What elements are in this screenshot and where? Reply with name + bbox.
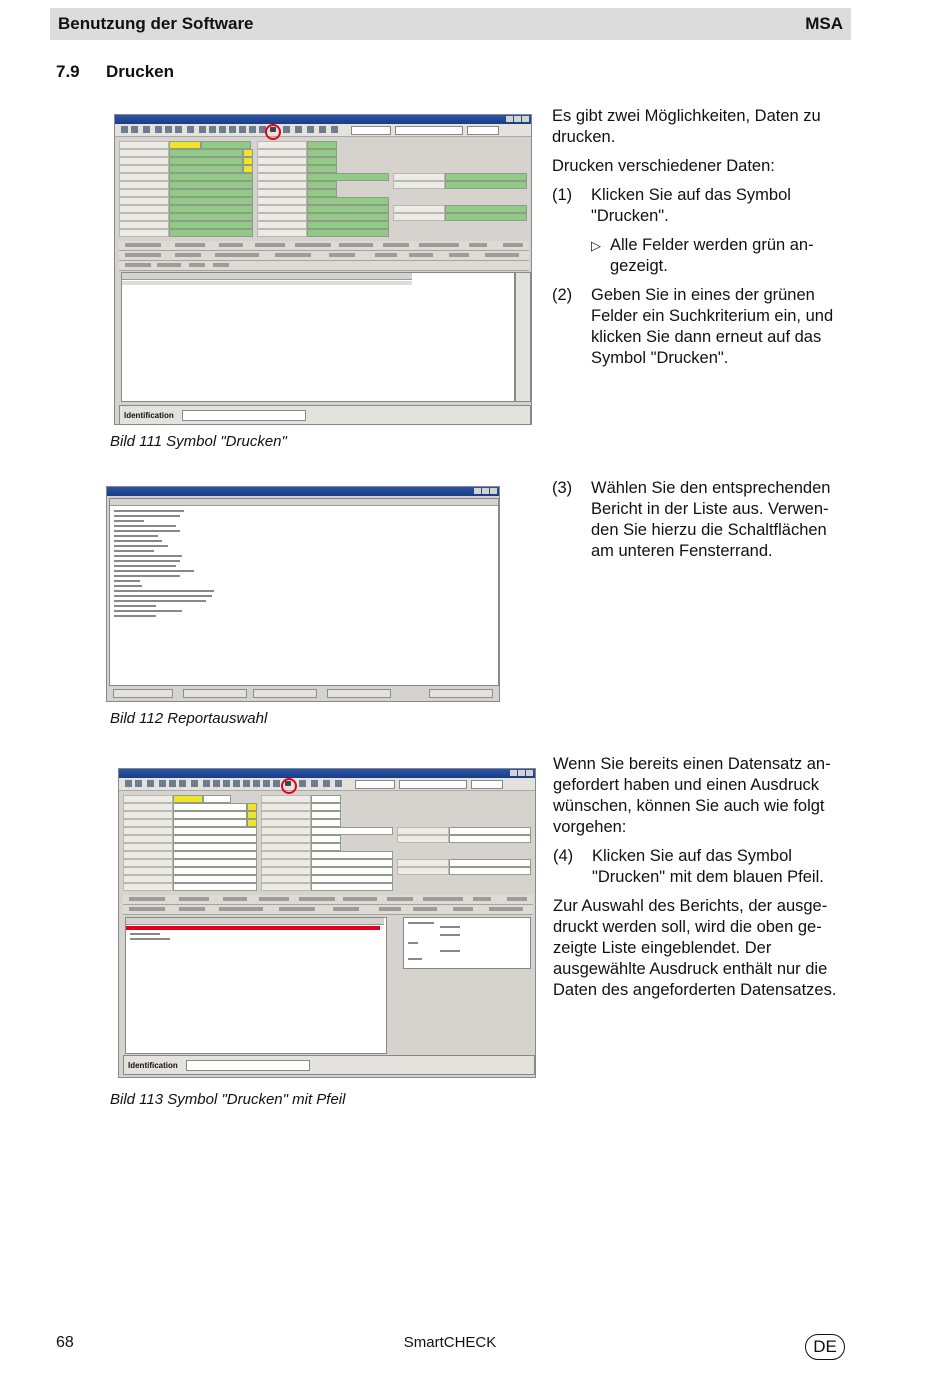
header-right: MSA <box>805 14 843 33</box>
identification-label: Identification <box>128 1061 178 1070</box>
figure-112-screenshot <box>106 486 500 702</box>
step-4 <box>553 846 849 888</box>
step-1-result <box>591 235 847 277</box>
step-text: Klicken Sie auf das Symbol "Drucken". <box>591 186 791 225</box>
window-titlebar <box>119 769 535 778</box>
section-heading <box>56 62 174 82</box>
window-toolbar <box>119 778 535 791</box>
language-badge: DE <box>805 1334 845 1360</box>
header-left: Benutzung der Software <box>58 14 254 33</box>
figure-113-screenshot <box>118 768 536 1078</box>
step-number: (4) <box>553 847 574 865</box>
step-text: Klicken Sie auf das Symbol "Drucken" mit dem blauen Pfeil. <box>592 847 824 886</box>
step-text: Wählen Sie den entsprechenden Bericht in der Liste aus. Verwen- den Sie hierzu die Schaltflächen am unteren Fensterrand. <box>591 479 831 560</box>
section-title: Drucken <box>106 62 175 81</box>
identification-label: Identification <box>124 411 174 420</box>
text-block-1 <box>552 106 847 377</box>
page-number: 68 <box>56 1334 74 1351</box>
text-block-3 <box>553 754 849 1009</box>
highlight-circle <box>265 124 281 140</box>
step-2 <box>552 285 847 369</box>
step-text: Geben Sie in eines der grünen Felder ein Suchkriterium ein, und klicken Sie dann erneut auf das Symbol "Drucken". <box>591 286 834 367</box>
intro-text-2: Drucken verschiedener Daten: <box>552 157 775 175</box>
section-number: 7.9 <box>56 62 80 81</box>
caption-figure-113: Bild 113 Symbol "Drucken" mit Pfeil <box>110 1091 346 1108</box>
footer-product: SmartCHECK <box>403 1334 497 1351</box>
step-1 <box>552 185 847 227</box>
highlight-circle <box>281 778 297 794</box>
page-header <box>50 8 851 40</box>
intro-text: Wenn Sie bereits einen Datensatz an- gefordert haben und einen Ausdruck wünschen, können Sie auch wie folgt vorgehen: <box>553 755 831 836</box>
window-toolbar <box>115 124 531 137</box>
result-text: Alle Felder werden grün an- gezeigt. <box>610 236 814 275</box>
window-titlebar <box>115 115 531 124</box>
intro-text-1: Es gibt zwei Möglichkeiten, Daten zu drucken. <box>552 107 821 146</box>
window-titlebar <box>107 487 499 496</box>
caption-figure-111: Bild 111 Symbol "Drucken" <box>110 433 287 450</box>
step-number: (3) <box>552 479 573 497</box>
step-number: (1) <box>552 186 573 204</box>
text-block-2 <box>552 478 847 570</box>
triangle-right-icon: ▷ <box>591 238 601 253</box>
caption-figure-112: Bild 112 Reportauswahl <box>110 710 268 727</box>
figure-111-screenshot <box>114 114 532 425</box>
outro-text: Zur Auswahl des Berichts, der ausge- druckt werden soll, wird die oben ge- zeigte Liste eingeblendet. Der ausgewählte Ausdruck enthält nur die Daten des angeforderten Datensatzes. <box>553 897 837 999</box>
step-3 <box>552 478 847 562</box>
step-number: (2) <box>552 286 573 304</box>
